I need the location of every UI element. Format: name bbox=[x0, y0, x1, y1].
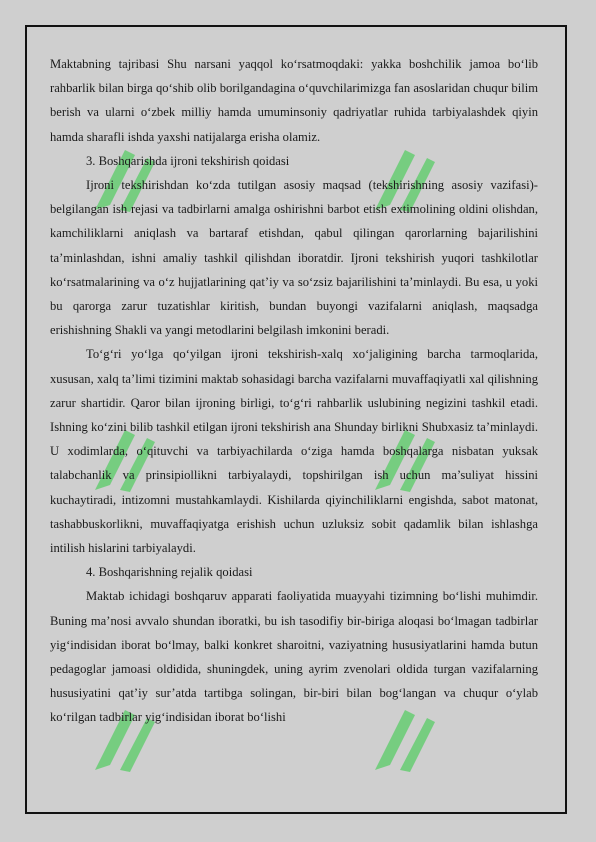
paragraph-rejalik: Maktab ichidagi boshqaruv apparati faoliyatida muayyahi tizimning bo‘lishi muhimdir. Buning ma’nosi avvalo shundan iboratki, bu ish tasodifiy bir-biriga aloqasi bo‘lmagan tadbirlar yig‘indisidan iborat bo‘lmay, balki konkret sharoitni, vaziyatning hususiyatlarini hamda butun pedagoglar jamoasi oldidida, shuningdek, uning ayrim zvenolari oldida turgan vazifalarning hususiyatini qat’iy sur’atda tartibga solingan, bir-biri bilan bog‘langan va chuqur o‘ylab ko‘rilgan tadbirlar yig‘indisidan iborat bo‘lishi bbox=[50, 589, 538, 725]
document-body bbox=[50, 52, 538, 730]
section-heading-4: 4. Boshqarishning rejalik qoidasi bbox=[86, 565, 253, 580]
paragraph-ijro-tekshirish: To‘g‘ri yo‘lga qo‘yilgan ijroni tekshirish-xalq xo‘jaligining barcha tarmoqlarida, xususan, xalq ta’limi tizimini maktab sohasidagi barcha vazifalarni muvaffaqiyatli xal qilishning zarur shartidir. Qaror bilan ijroning birligi, to‘g‘ri rahbarlik uslubining negizini tashkil etadi. Ishning ko‘zini bilib tashkil etilgan ijroni tekshirish ana Shunday birlikni Shubxasiz ta’minlaydi. U xodimlarda, o‘qituvchi va tarbiyachilarda o‘ziga hamda boshqalarga nisbatan yuksak talabchanlik va prinsipiollikni tarbiyalaydi, topshirilgan ish uchun ma’suliyat hissini kuchaytiradi, intizomni mustahkamlaydi. Kishilarda qiyinchiliklarni engishda, sabot matonat, tashabbuskorlikni, muvaffaqiyatga erishish uchun uzluksiz sobit qadamlik bilan ishlashga intilish hislarini tarbiyalaydi. bbox=[50, 347, 538, 556]
section-heading-3: 3. Boshqarishda ijroni tekshirish qoidasi bbox=[86, 153, 290, 168]
paragraph-intro: Maktabning tajribasi Shu narsani yaqqol ko‘rsatmoqdaki: yakka boshchilik jamoa bo‘lib rahbarlik bilan birga qo‘shib olib borilgandagina o‘quvchilarimizga fan asoslaridan chuqur bilim berish va ularni o‘zbek milliy hamda umuminsoniy qadriyatlar ruhida tarbiyalashdek qiyin hamda sharafli ishda yaxshi natijalarga erisha olamiz. bbox=[50, 57, 538, 144]
paragraph-ijro-maqsad: Ijroni tekshirishdan ko‘zda tutilgan asosiy maqsad (tekshirishning asosiy vazifasi)- belgilangan ish rejasi va tadbirlarni amalga oshirishni barbot etish extimolining oldini olishdan, kamchiliklarni aniqlash va bartaraf etishdan, qabul qilingan qarorlarning bajarilishini ta’minlashdan, ishni amaliy tashkil qilishdan iboratdir. Ijroni tekshirish yuqori tashkilotlar ko‘rsatmalarining va o‘z hujjatlarining qat’iy va so‘zsiz bajarilishini ta’minlaydi. Bu esa, u yoki bu qarorga zarur tuzatishlar kiritish, bundan buyongi vazifalarni aniqlash, maqsadga erishishning Shakli va yangi metodlarini belgilash imkonini beradi. bbox=[50, 178, 538, 338]
